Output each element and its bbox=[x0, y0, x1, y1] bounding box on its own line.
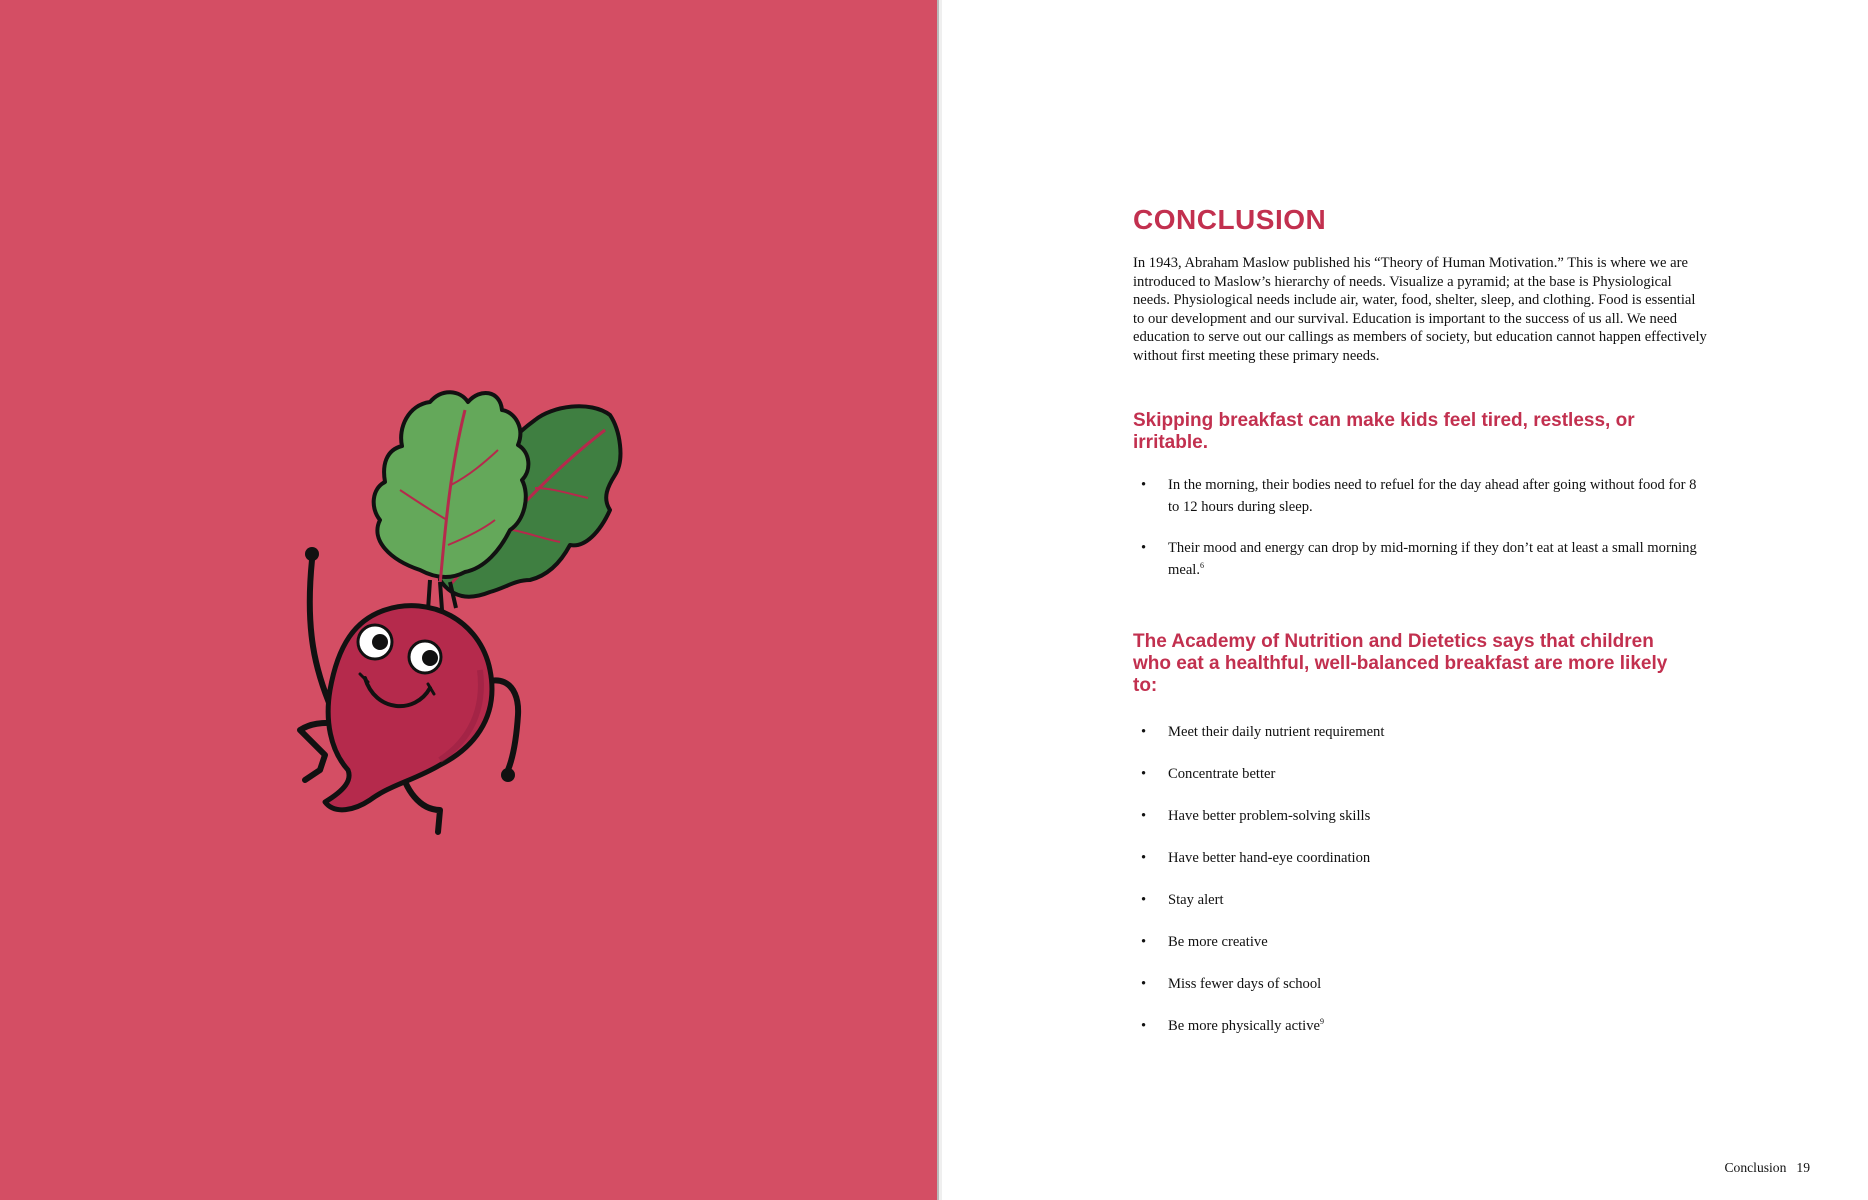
list-item: • Miss fewer days of school bbox=[1133, 973, 1708, 995]
conclusion-content bbox=[1133, 200, 1708, 1057]
list-item: • In the morning, their bodies need to refuel for the day ahead after going without food for 8 to 12 hours during sleep. bbox=[1133, 474, 1703, 518]
intro-paragraph: In 1943, Abraham Maslow published his “Theory of Human Motivation.” This is where we are introduced to Maslow’s hierarchy of needs. Visualize a pyramid; at the base is Physiological needs. Physiological needs include air, water, food, shelter, sleep, and clothing. Food is essential to our development and our survival. Education is important to the success of us all. We need education to serve out our callings as members of society, but education cannot happen effectively without first meeting these primary needs. bbox=[1133, 255, 1707, 364]
list-item: • Concentrate better bbox=[1133, 763, 1708, 785]
skipping-breakfast-heading: Skipping breakfast can make kids feel tired, restless, or irritable. bbox=[1133, 409, 1635, 453]
list-item: • Have better problem-solving skills bbox=[1133, 805, 1708, 827]
bullet-icon: • bbox=[1141, 849, 1147, 866]
academy-benefits-list bbox=[1133, 721, 1708, 1037]
bullet-icon: • bbox=[1141, 807, 1147, 824]
bullet-icon: • bbox=[1141, 765, 1147, 782]
page-title: CONCLUSION bbox=[1133, 204, 1327, 235]
bullet-icon: • bbox=[1141, 1017, 1147, 1034]
page-footer bbox=[1724, 1160, 1810, 1176]
bullet-icon: • bbox=[1141, 933, 1147, 950]
list-item: • Be more creative bbox=[1133, 931, 1708, 953]
skipping-breakfast-list bbox=[1133, 474, 1708, 581]
page-number: 19 bbox=[1796, 1160, 1810, 1175]
beet-character-icon bbox=[290, 370, 650, 840]
list-item: • Stay alert bbox=[1133, 889, 1708, 911]
bullet-icon: • bbox=[1141, 476, 1147, 493]
bullet-icon: • bbox=[1141, 975, 1147, 992]
list-item: • Have better hand-eye coordination bbox=[1133, 847, 1708, 869]
bullet-icon: • bbox=[1141, 891, 1147, 908]
list-item: • Be more physically active$^9$ bbox=[1133, 1015, 1708, 1037]
footer-section-name: Conclusion bbox=[1724, 1160, 1787, 1175]
footnote-ref: 6 bbox=[1200, 560, 1205, 570]
footnote-ref: 9 bbox=[1319, 1016, 1324, 1026]
bullet-icon: • bbox=[1141, 539, 1147, 556]
bullet-icon: • bbox=[1141, 723, 1147, 740]
academy-heading: The Academy of Nutrition and Dietetics says that children who eat a healthful, well-balanced breakfast are more likely to: bbox=[1133, 630, 1668, 696]
list-item: • Meet their daily nutrient requirement bbox=[1133, 721, 1708, 743]
list-item: • Their mood and energy can drop by mid-morning if they don’t eat at least a small morning meal.$^6$ bbox=[1133, 537, 1703, 581]
